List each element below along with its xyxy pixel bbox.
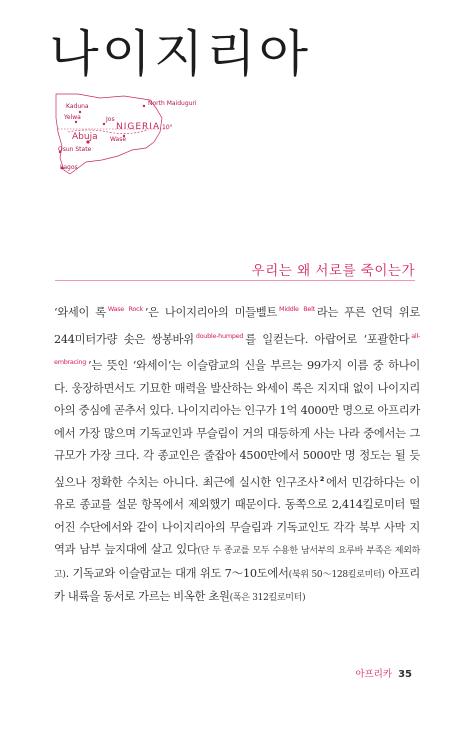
gloss-double-humped: double-humped	[195, 331, 244, 340]
map-label-yelwa: Yelwa	[64, 114, 81, 121]
nigeria-map	[38, 88, 238, 188]
body-note-3: (폭은 312킬로미터)	[229, 593, 306, 603]
map-label-lagos: Lagos	[60, 164, 78, 171]
footer-section-name: 아프리카	[355, 669, 393, 680]
body-text-8: 아프리카 내륙을 동서로 가르는 비옥한 초원	[54, 566, 420, 603]
body-paragraph	[54, 298, 420, 610]
body-text-4: 를 일컫는다. 아랍어로 ‘포괄한다	[245, 332, 410, 346]
body-text-3: 라는 푸른 언덕 위로 244미터가량 솟은 쌍봉바위	[54, 306, 420, 346]
map-label-abuja: Abuja	[72, 132, 98, 142]
body-text-5: ’는 뜻인 ‘와세이’는 이슬람교의 신을 부르는 99가지 이름 중 하나이다. 웅장하면서도 기묘한 매력을 발산하는 와세이 록은 지지대 없이 나이지리아의 중심에 곧추서 있다. 나이지리아는 인구가 1억 4000만 명으로 아프리카에서 가장 많으며 기독교인과 무슬림이 거의 대등하게 사는 나라 중에서는 그 규모가 가장 크다. 각 종교인은 줄잡아 4500만에서 5000만 명 정도는 될 듯싶으나 정확한 수치는 아니다. 최근에 실시한 인구조사	[54, 359, 420, 489]
map-label-nigeria: NIGERIA	[116, 122, 161, 132]
city-dot-kaduna	[79, 111, 81, 113]
map-label-maiduguri: North Maiduguri	[148, 100, 197, 107]
map-label-degree: 10°	[162, 124, 173, 131]
body-text-2: ’은 나이지리아의 미들벨트	[144, 306, 278, 319]
footnote-marker: 2	[319, 474, 325, 483]
section-divider	[55, 280, 415, 281]
city-dot-maiduguri	[143, 105, 145, 107]
map-label-wase: Wase	[110, 136, 127, 143]
body-note-1: (단 두 종교를 모두 수용한 남서부의 요루바 부족은 제외하고)	[54, 546, 420, 580]
section-heading: 우리는 왜 서로를 죽이는가	[251, 263, 415, 279]
body-note-2: (북위 50～128킬로미터)	[288, 569, 385, 580]
body-text-7: . 기독교와 이슬람교는 대개 위도 7～10도에서	[65, 566, 289, 580]
map-label-kaduna: Kaduna	[66, 103, 89, 110]
map-label-jos: Jos	[106, 116, 115, 123]
gloss-wase-rock: Wase Rock	[107, 305, 143, 313]
city-dot-yelwa	[75, 121, 77, 123]
city-dot-jos	[103, 123, 105, 125]
gloss-all-embracing: all-embracing	[54, 331, 420, 366]
body-text-6: 에서 민감하다는 이유로 종교를 설문 항목에서 제외했기 때문이다. 동쪽으로 2,414킬로미터 떨어진 수단에서와 같이 나이지리아의 무슬림과 기독교인도 각각 북부 사막 지역과 남부 늪지대에 살고 있다	[54, 475, 420, 556]
map-label-osun-state: Osun State	[58, 146, 92, 153]
body-text-1: ‘와세이 록	[54, 306, 106, 319]
page-number: 35	[398, 669, 412, 680]
page-title: 나이지리아	[49, 25, 312, 83]
gloss-middle-belt: Middle Belt	[279, 305, 315, 313]
page-footer	[355, 666, 412, 680]
